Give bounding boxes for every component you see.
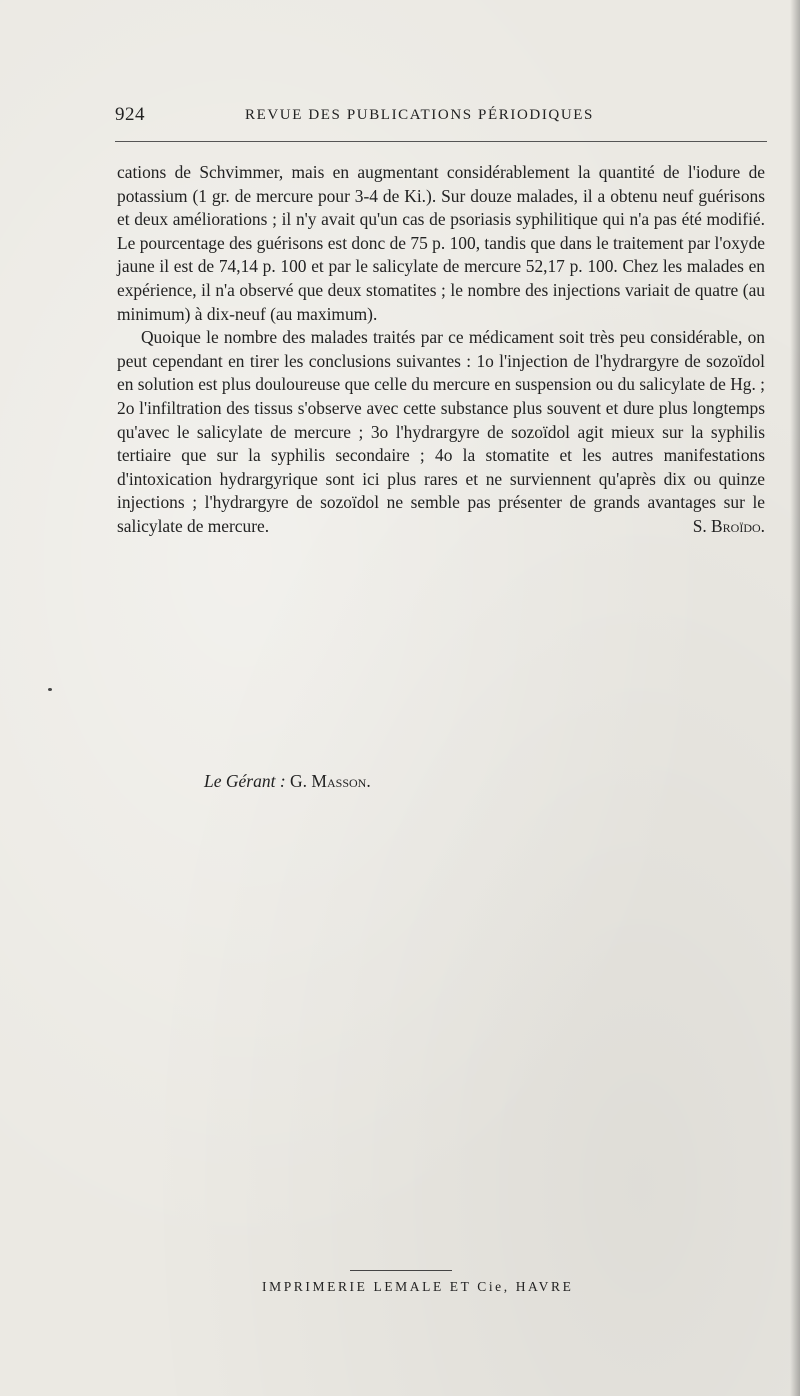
page-number: 924 bbox=[115, 104, 145, 125]
article-body bbox=[117, 161, 765, 539]
gerant-name: G. Masson. bbox=[290, 771, 371, 791]
gerant-label: Le Gérant : bbox=[204, 771, 286, 791]
gerant-line bbox=[204, 771, 371, 792]
footer-rule bbox=[350, 1270, 452, 1271]
running-title: REVUE DES PUBLICATIONS PÉRIODIQUES bbox=[245, 107, 594, 123]
printer-imprint: IMPRIMERIE LEMALE ET Cie, HAVRE bbox=[262, 1279, 574, 1294]
paragraph-1: cations de Schvimmer, mais en augmentant considérablement la quantité de l'iodure de potassium (1 gr. de mercure pour 3-4 de Ki.). Sur douze malades, il a obtenu neuf guérisons et deux améliorations ; il n'y avait qu'un cas de psoriasis syphilitique qui n'a pas été modifié. Le pourcentage des guérisons est donc de 75 p. 100, tandis que dans le traitement par l'oxyde jaune il est de 74,14 p. 100 et par le salicylate de mercure 52,17 p. 100. Chez les malades en expérience, il n'a observé que deux stomatites ; le nombre des injections variait de quatre (au minimum) à dix-neuf (au maximum). bbox=[117, 162, 765, 324]
ink-speck bbox=[48, 688, 52, 691]
page-edge-shadow bbox=[790, 0, 800, 1396]
paragraph-2 bbox=[117, 326, 765, 538]
page-header bbox=[115, 104, 767, 130]
author-signature: S. Broïdo. bbox=[692, 515, 765, 536]
paragraph-2-text: Quoique le nombre des malades traités par ce médicament soit très peu considérable, on peut cependant en tirer les conclusions suivantes : 1o l'injection de l'hydrargyre de sozoïdol en solution est plus douloureuse que celle du mercure en suspension ou du salicylate de Hg. ; 2o l'infiltration des tissus s'observe avec cette substance plus souvent et dure plus longtemps qu'avec le salicylate de mercure ; 3o l'hydrargyre de sozoïdol agit mieux sur la syphilis tertiaire que sur la syphilis secondaire ; 4o la stomatite et les autres manifestations d'intoxication hydrargyrique sont ici plus rares et ne surviennent qu'après dix ou quinze injections ; l'hydrargyre de sozoïdol ne semble pas présenter de grands avantages sur le salicylate de mercure. bbox=[117, 327, 765, 536]
header-rule bbox=[115, 141, 767, 142]
